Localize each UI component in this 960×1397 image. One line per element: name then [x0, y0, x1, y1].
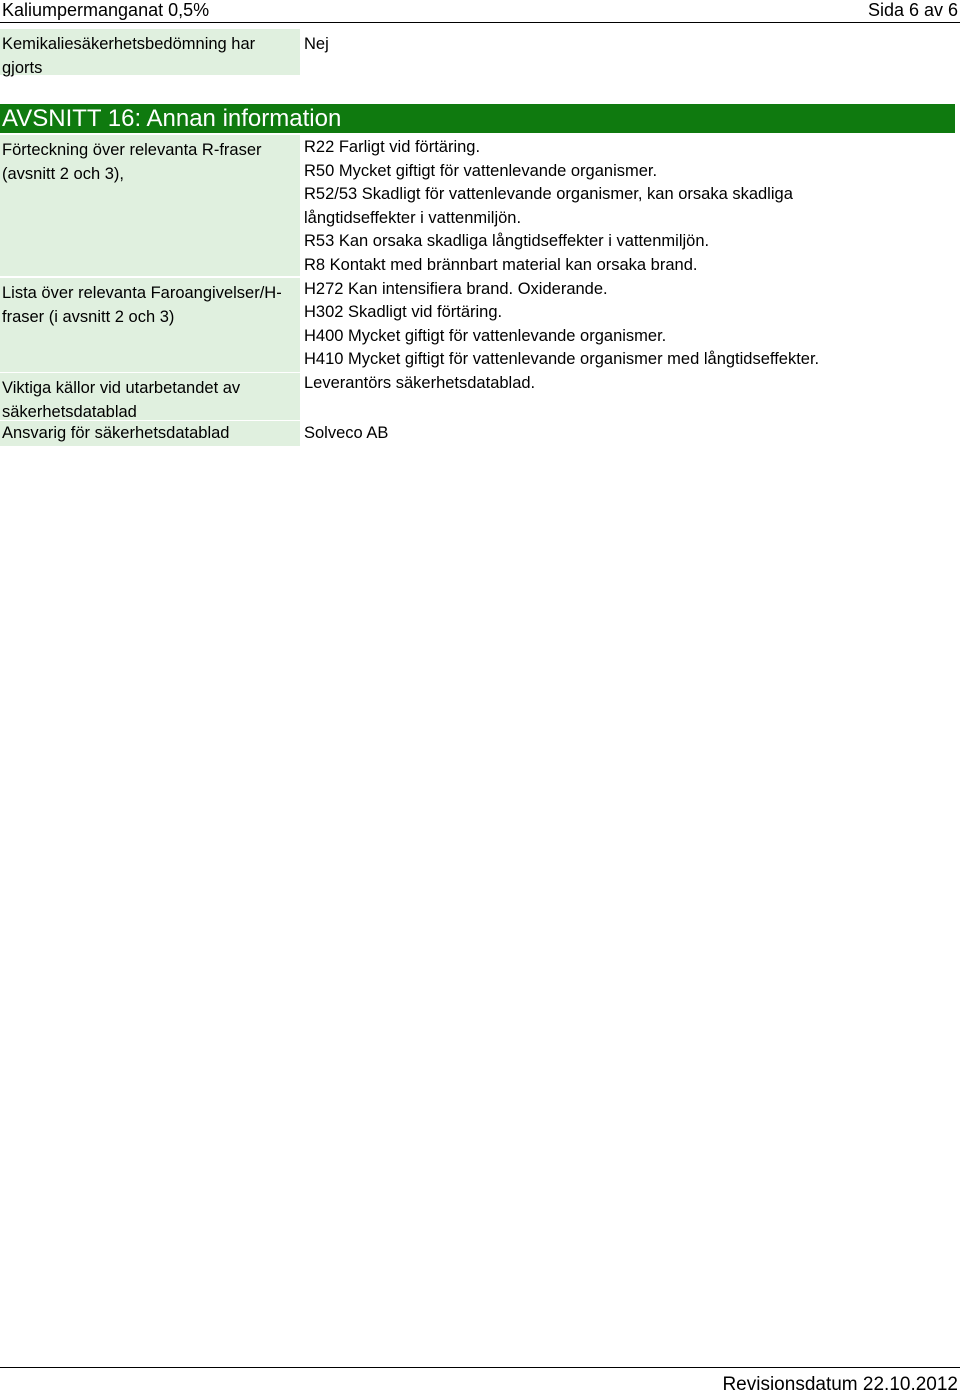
phrase-list: [304, 136, 819, 396]
r-phrase-line: R22 Farligt vid förtäring.: [304, 138, 481, 156]
page-number: Sida 6 av 6: [867, 0, 958, 20]
r-phrase-line: R53 Kan orsaka skadliga långtidseffekter i vattenmiljön.: [304, 232, 710, 251]
r-phrase-line: R50 Mycket giftigt för vattenlevande organismer.: [304, 161, 658, 180]
sources-value: Leverantörs säkerhetsdatablad.: [304, 373, 536, 392]
responsible-value: Solveco AB: [304, 424, 389, 442]
h-phrase-line: H410 Mycket giftigt för vattenlevande organismer med långtidseffekter.: [304, 350, 820, 369]
r-phrases-label: Förteckning över relevanta R-fraser (avsnitt 2 och 3),: [0, 135, 300, 276]
h-phrase-line: H400 Mycket giftigt för vattenlevande organismer.: [304, 326, 667, 345]
page-header: [0, 0, 960, 23]
revision-date: Revisionsdatum 22.10.2012: [722, 1374, 958, 1395]
assessment-value: Nej: [304, 35, 329, 53]
footer-divider: [0, 1367, 960, 1368]
r-phrase-line: R52/53 Skadligt för vattenlevande organismer, kan orsaka skadliga: [304, 185, 793, 204]
product-name: Kaliumpermanganat 0,5%: [2, 0, 210, 20]
sources-label: Viktiga källor vid utarbetandet av säkerhetsdatablad: [0, 373, 300, 420]
h-phrase-line: H302 Skadligt vid förtäring.: [304, 303, 503, 322]
h-phrases-label: Lista över relevanta Faroangivelser/H-fraser (i avsnitt 2 och 3): [0, 278, 300, 372]
r-phrase-line: långtidseffekter i vattenmiljön.: [304, 208, 522, 227]
r-phrase-line: R8 Kontakt med brännbart material kan orsaka brand.: [304, 255, 698, 274]
responsible-label: Ansvarig för säkerhetsdatablad: [0, 421, 300, 446]
h-phrase-line: H272 Kan intensifiera brand. Oxiderande.: [304, 279, 608, 298]
assessment-label: Kemikaliesäkerhetsbedömning har gjorts: [0, 29, 300, 75]
section-title: AVSNITT 16: Annan information: [0, 104, 955, 133]
